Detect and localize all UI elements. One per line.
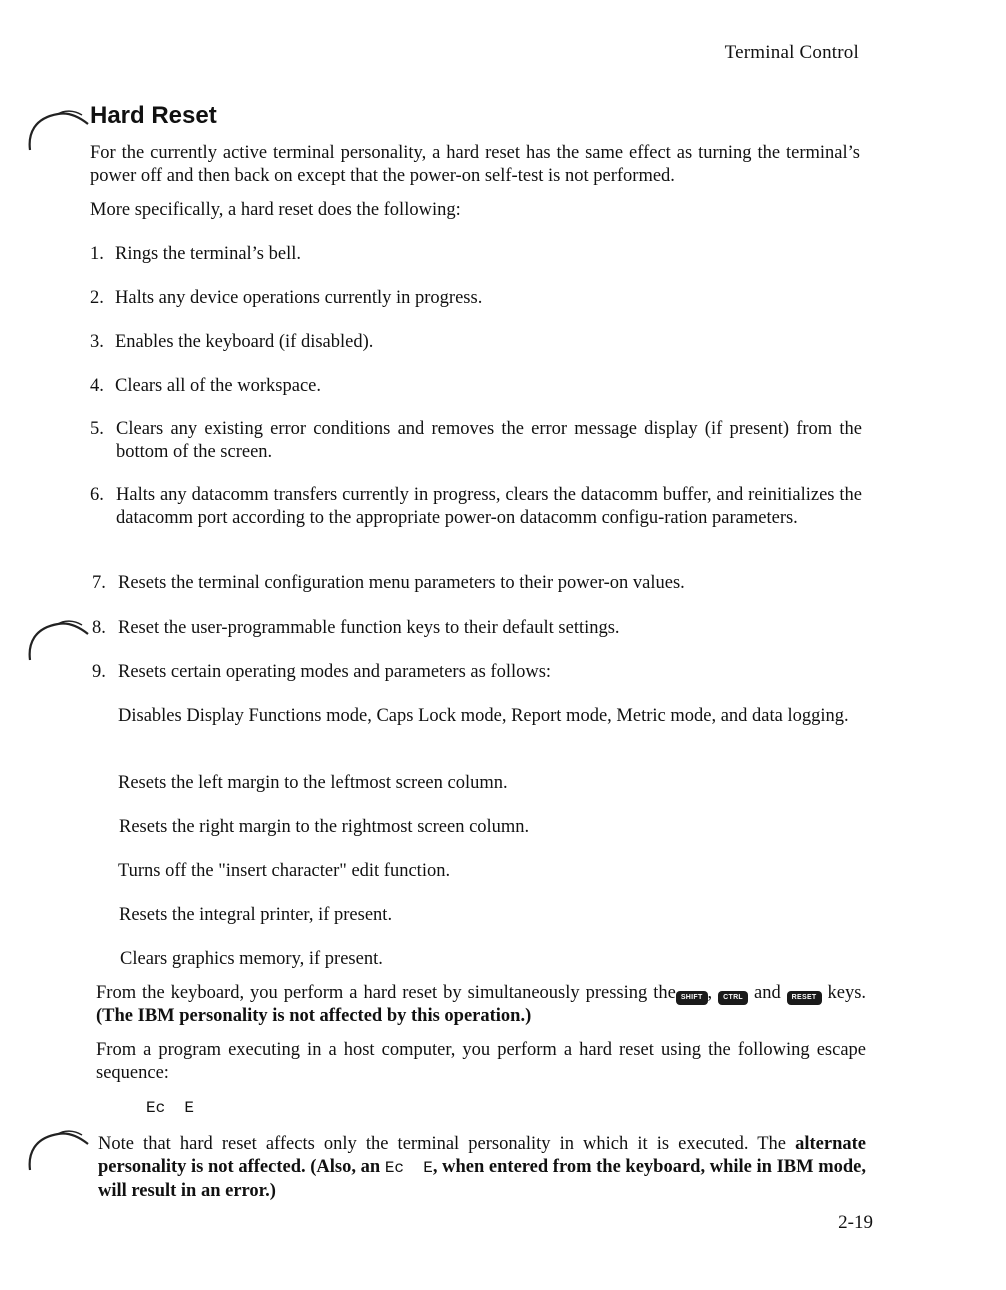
list-text: Clears any existing error conditions and removes the error message display (if present) from the bottom of the screen.: [116, 419, 862, 462]
section-title: Hard Reset: [90, 102, 217, 129]
running-header: Terminal Control: [724, 42, 859, 63]
list-text: Halts any datacomm transfers currently in progress, clears the datacomm buffer, and reinitializes the datacomm port according to the appropriate power-on datacomm configu-ration parameters.: [116, 485, 862, 528]
keyboard-text: From the keyboard, you perform a hard reset by simultaneously pressing the: [96, 983, 676, 1003]
note-code: Ec E: [384, 1159, 433, 1177]
list-item: [92, 572, 867, 595]
margin-mark-icon: [24, 104, 94, 154]
sub-list-item: Disables Display Functions mode, Caps Lock mode, Report mode, Metric mode, and data logging.: [118, 706, 849, 726]
list-text: Resets certain operating modes and parameters as follows:: [118, 662, 552, 682]
list-text: Clears all of the workspace.: [115, 376, 321, 396]
list-item: [90, 484, 865, 553]
sub-list-item: Resets the left margin to the leftmost screen column.: [118, 773, 508, 793]
list-text: Rings the terminal’s bell.: [115, 244, 302, 264]
ctrl-key-icon: CTRL: [718, 991, 748, 1005]
sub-list-item: Resets the integral printer, if present.: [119, 905, 393, 925]
list-number: 5.: [90, 419, 104, 439]
list-item: [90, 287, 865, 310]
margin-mark-icon: [24, 614, 94, 664]
comma: ,: [707, 983, 713, 1003]
list-number: 7.: [92, 573, 106, 593]
list-number: 3.: [90, 332, 104, 352]
keys-text: keys.: [827, 983, 867, 1003]
list-text: Halts any device operations currently in progress.: [115, 288, 483, 308]
list-number: 8.: [92, 618, 106, 638]
and-text: and: [753, 983, 781, 1003]
list-number: 1.: [90, 244, 104, 264]
note-bold-text-2: , when entered from the keyboard, while in IBM mode, will result in an error.): [98, 1157, 866, 1201]
list-number: 6.: [90, 485, 104, 505]
list-number: 4.: [90, 376, 104, 396]
ibm-note: (The IBM personality is not affected by this operation.): [96, 1006, 532, 1026]
page-number: 2-19: [838, 1212, 873, 1233]
sub-list-item: Clears graphics memory, if present.: [120, 949, 383, 969]
note-bold-text: alternate personality is not affected. (Also, an: [98, 1134, 866, 1177]
list-text: Reset the user-programmable function keys to their default settings.: [118, 618, 620, 638]
list-item: [92, 661, 867, 684]
list-item: [90, 375, 865, 398]
list-text: Resets the terminal configuration menu parameters to their power-on values.: [118, 573, 685, 593]
reset-key-icon: RESET: [787, 991, 822, 1005]
margin-mark-icon: [24, 1124, 94, 1174]
program-paragraph: From a program executing in a host computer, you perform a hard reset using the following escape sequence:: [96, 1040, 866, 1083]
note-plain-text: Note that hard reset affects only the terminal personality in which it is executed. The: [98, 1134, 787, 1154]
sub-list-item: Resets the right margin to the rightmost screen column.: [119, 817, 530, 837]
list-text: Enables the keyboard (if disabled).: [115, 332, 374, 352]
list-item: [90, 418, 865, 464]
intro-paragraph: For the currently active terminal personality, a hard reset has the same effect as turning the terminal’s power off and then back on except that the power-on self-test is not performed.: [90, 143, 860, 186]
intro-lead-paragraph: More specifically, a hard reset does the following:: [90, 200, 461, 220]
keyboard-paragraph: [96, 982, 866, 1028]
list-item: [90, 331, 865, 354]
list-number: 9.: [92, 662, 106, 682]
note-paragraph: [98, 1133, 866, 1203]
shift-key-icon: SHIFT: [676, 991, 708, 1005]
list-item: [90, 243, 865, 266]
list-number: 2.: [90, 288, 104, 308]
sub-list-item: Turns off the "insert character" edit function.: [118, 861, 451, 881]
escape-sequence-code: Ec E: [146, 1099, 195, 1117]
list-item: [92, 617, 867, 640]
